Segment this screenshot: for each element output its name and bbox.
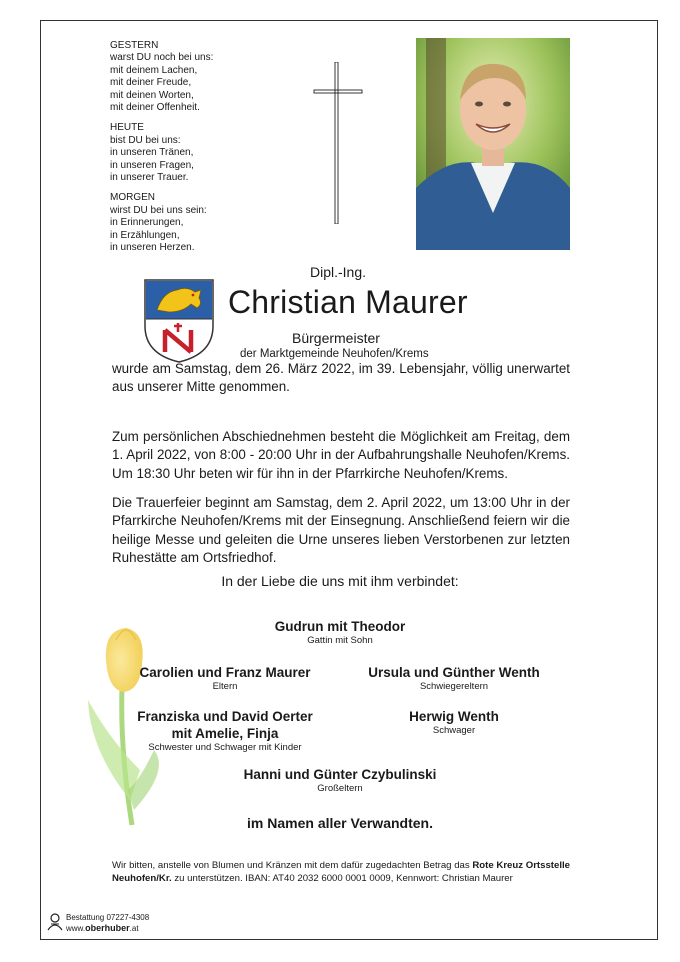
funeral-paragraph: Die Trauerfeier beginnt am Samstag, dem 2. April 2022, um 13:00 Uhr in der Pfarrkirche Neuhofen/Krems mit der Einsegnung. Anschließend feiern wir die heilige Messe und geleiten die Urne unseres lieben Verstorbenen zur letzten Ruhestätte am Ortsfriedhof. <box>112 495 570 566</box>
mourners-intro: In der Liebe die uns mit ihm verbindet: <box>221 573 459 589</box>
funeral-home-website[interactable] <box>66 924 139 933</box>
mourner-name: Gudrun mit Theodor <box>274 619 406 634</box>
poem-line: in Erinnerungen, <box>110 217 184 229</box>
poem-line: in unseren Herzen. <box>110 242 195 254</box>
poem-line: mit deiner Offenheit. <box>110 102 200 114</box>
donation-note <box>112 859 570 885</box>
funeral-home-phone: Bestattung 07227-4308 <box>66 913 150 922</box>
poem-line: bist DU bei uns: <box>110 134 181 146</box>
mourner-name: Ursula und Günther Wenth <box>368 665 540 680</box>
mourner-entry <box>354 708 554 737</box>
mourner-name: Hanni und Günter Czybulinski <box>243 767 437 782</box>
donation-note-text: zu unterstützen. IBAN: AT40 2032 6000 0001 0009, Kennwort: Christian Maurer <box>171 873 513 884</box>
poem-stanza <box>110 192 213 254</box>
mourner-relation: Schwiegereltern <box>419 681 489 692</box>
poem-line: mit deiner Freude, <box>110 77 192 89</box>
website-suffix: .at <box>129 924 139 933</box>
academic-title: Dipl.-Ing. <box>310 264 367 280</box>
website-name: oberhuber <box>85 923 130 933</box>
cross-icon <box>312 62 364 224</box>
poem-heading: GESTERN <box>110 40 159 51</box>
poem-line: in Erzählungen, <box>110 229 180 241</box>
viewing-paragraph: Zum persönlichen Abschiednehmen besteht die Möglichkeit am Freitag, dem 1. April 2022, von 8:00 - 20:00 Uhr in der Aufbahrungshalle Neuhofen/Krems. Um 18:30 Uhr beten wir für ihn in der Pfarrkirche Neuhofen/Krems. <box>112 429 570 481</box>
poem-heading: MORGEN <box>110 192 155 204</box>
funeral-home-logo-icon <box>46 912 64 932</box>
mourner-entry <box>130 708 320 754</box>
poem-stanza <box>110 122 213 184</box>
mourner-entry <box>240 618 440 647</box>
mourner-relation: Großeltern <box>317 783 363 794</box>
mourner-name: Franziska und David Oerter <box>137 709 313 724</box>
mourner-name: Herwig Wenth <box>409 709 499 724</box>
poem-line: mit deinen Worten, <box>110 89 194 101</box>
mourner-entry <box>220 766 460 795</box>
closing-line: im Namen aller Verwandten. <box>247 815 433 831</box>
poem-heading: HEUTE <box>110 122 144 134</box>
mourner-relation: Gattin mit Sohn <box>307 635 373 646</box>
mourner-name-line2: mit Amelie, Finja <box>171 726 279 741</box>
deceased-name: Christian Maurer <box>228 284 468 320</box>
website-prefix: www. <box>66 924 86 933</box>
mourner-entry <box>130 664 320 693</box>
coat-of-arms-icon <box>143 278 215 364</box>
poem-line: in unserer Trauer. <box>110 172 189 184</box>
donation-note-text: Wir bitten, anstelle von Blumen und Kränzen mit dem dafür zugedachten Betrag das <box>112 860 473 871</box>
donation-recipient: Rote Kreuz Ortsstelle Neuhofen/Kr. <box>112 860 570 884</box>
poem <box>110 40 213 263</box>
poem-stanza <box>110 40 213 114</box>
office-place: der Marktgemeinde Neuhofen/Krems <box>240 348 429 360</box>
portrait-photo <box>416 38 570 250</box>
poem-line: in unseren Tränen, <box>110 147 194 159</box>
mourner-entry <box>354 664 554 693</box>
poem-line: mit deinem Lachen, <box>110 64 198 76</box>
mourner-relation: Eltern <box>212 681 238 692</box>
office-title: Bürgermeister <box>292 330 380 346</box>
poem-line: wirst DU bei uns sein: <box>110 204 207 216</box>
poem-line: warst DU noch bei uns: <box>110 52 214 64</box>
mourner-relation: Schwester und Schwager mit Kinder <box>148 742 302 753</box>
death-notice-paragraph: wurde am Samstag, dem 26. März 2022, im 39. Lebensjahr, völlig unerwartet aus unserer Mitte genommen. <box>112 361 570 395</box>
mourner-relation: Schwager <box>432 725 476 736</box>
poem-line: in unseren Fragen, <box>110 159 194 171</box>
mourner-name: Carolien und Franz Maurer <box>139 665 311 680</box>
